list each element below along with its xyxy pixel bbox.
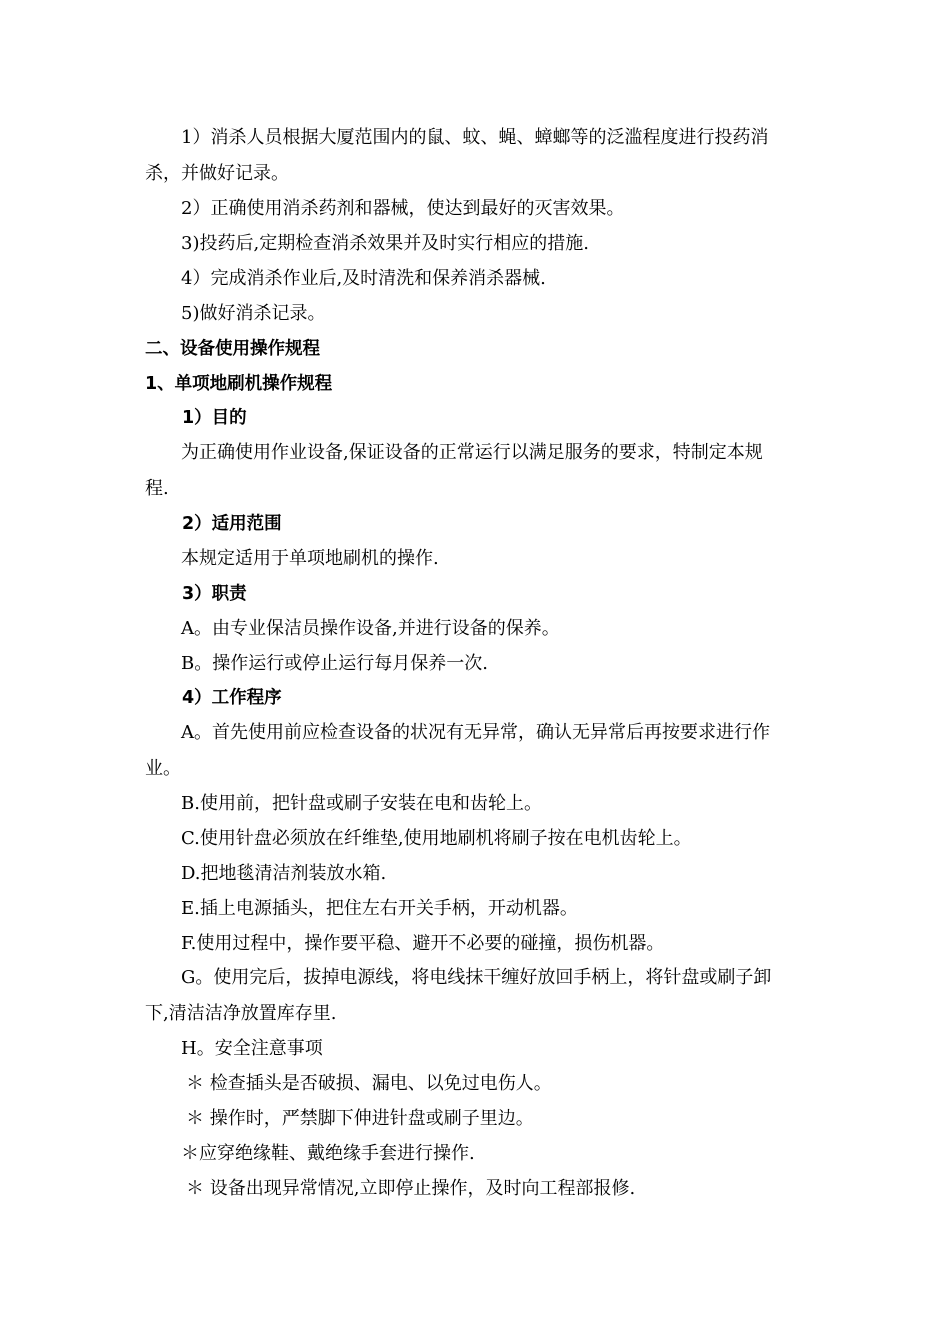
paragraph-line: A。由专业保洁员操作设备,并进行设备的保养。 (181, 618, 560, 639)
bullet-line: ＊ 检查插头是否破损、漏电、以免过电伤人。 (186, 1073, 552, 1094)
item-heading: 1）目的 (182, 408, 247, 428)
paragraph-line: 杀，并做好记录。 (145, 163, 289, 184)
paragraph-line: 5)做好消杀记录。 (181, 303, 326, 324)
paragraph-line: B。操作运行或停止运行每月保养一次. (181, 653, 488, 674)
paragraph-line: 下,清洁洁净放置库存里. (145, 1003, 337, 1024)
paragraph-line: E.插上电源插头，把住左右开关手柄，开动机器。 (181, 898, 578, 919)
item-heading: 2）适用范围 (182, 514, 282, 534)
paragraph-line: H。安全注意事项 (181, 1038, 323, 1059)
paragraph-line: A。首先使用前应检查设备的状况有无异常，确认无异常后再按要求进行作 (181, 722, 770, 743)
paragraph-line: 本规定适用于单项地刷机的操作. (181, 548, 439, 569)
paragraph-line: 业。 (145, 758, 181, 779)
item-heading: 4）工作程序 (182, 688, 282, 708)
bullet-line: ＊ 设备出现异常情况,立即停止操作，及时向工程部报修. (186, 1178, 636, 1199)
paragraph-line: G。使用完后，拔掉电源线，将电线抹干缠好放回手柄上，将针盘或刷子卸 (181, 967, 772, 988)
paragraph-line: C.使用针盘必须放在纤维垫,使用地刷机将刷子按在电机齿轮上。 (181, 828, 692, 849)
paragraph-line: D.把地毯清洁剂装放水箱. (181, 863, 387, 884)
paragraph-line: F.使用过程中，操作要平稳、避开不必要的碰撞，损伤机器。 (181, 933, 665, 954)
paragraph-line: 4）完成消杀作业后,及时清洗和保养消杀器械. (181, 268, 546, 289)
bullet-line: ＊ 操作时，严禁脚下伸进针盘或刷子里边。 (186, 1108, 534, 1129)
paragraph-line: B.使用前，把针盘或刷子安装在电和齿轮上。 (181, 793, 542, 814)
item-heading: 3）职责 (182, 584, 247, 604)
paragraph-line: 为正确使用作业设备,保证设备的正常运行以满足服务的要求，特制定本规 (181, 442, 763, 463)
subsection-heading: 1、单项地刷机操作规程 (145, 374, 333, 394)
paragraph-line: 2）正确使用消杀药剂和器械，使达到最好的灭害效果。 (181, 198, 625, 219)
paragraph-line: 1）消杀人员根据大厦范围内的鼠、蚊、蝇、蟑螂等的泛滥程度进行投药消 (181, 127, 769, 148)
bullet-line: ＊应穿绝缘鞋、戴绝缘手套进行操作. (181, 1143, 475, 1164)
section-heading: 二、设备使用操作规程 (145, 339, 320, 359)
paragraph-line: 3)投药后,定期检查消杀效果并及时实行相应的措施. (181, 233, 589, 254)
paragraph-line: 程. (145, 478, 169, 499)
